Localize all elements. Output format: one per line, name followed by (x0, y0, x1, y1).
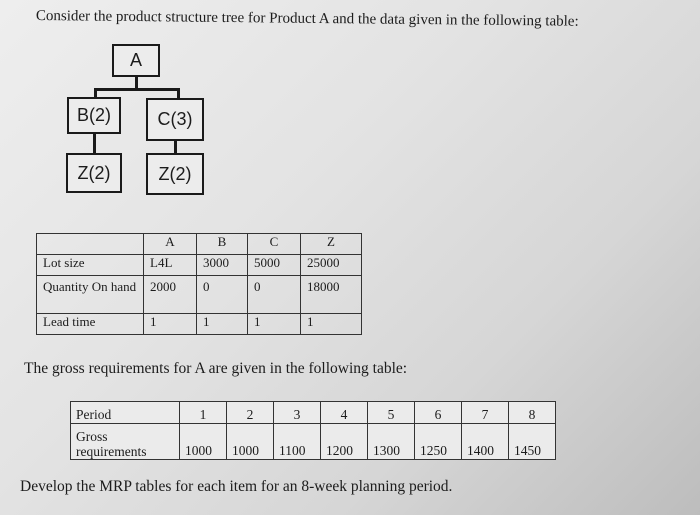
gross-row (71, 424, 556, 460)
gross-cell: 1000 (180, 424, 227, 460)
gross-cell: 1450 (509, 424, 556, 460)
tree-node-a: A (112, 44, 160, 77)
table-cell: 1 (144, 314, 197, 335)
period-cell: 2 (227, 402, 274, 424)
table-cell: 1 (301, 314, 362, 335)
tree-connector (94, 88, 180, 91)
table-header-cell (37, 234, 144, 255)
table-row (37, 276, 362, 314)
table-header-cell: B (197, 234, 248, 255)
problem-title: Consider the product structure tree for Product A and the data given in the following table: (35, 8, 579, 30)
gross-requirements-intro: The gross requirements for A are given in the following table: (24, 360, 408, 377)
table-cell: L4L (144, 255, 197, 276)
table-cell: 1 (197, 314, 248, 335)
instruction-text: Develop the MRP tables for each item for an 8-week planning period. (20, 478, 453, 495)
tree-node-z-under-b: Z(2) (66, 153, 122, 193)
gross-cell: 1000 (227, 424, 274, 460)
table-cell: 18000 (301, 276, 362, 314)
row-label: Lot size (37, 255, 144, 276)
period-cell: 5 (368, 402, 415, 424)
gross-cell: 1100 (274, 424, 321, 460)
table-header-cell: C (248, 234, 301, 255)
period-cell: 4 (321, 402, 368, 424)
table-header-cell: A (144, 234, 197, 255)
gross-cell: 1250 (415, 424, 462, 460)
tree-connector (174, 141, 177, 153)
gross-requirements-table (70, 401, 556, 460)
tree-connector (93, 134, 96, 153)
table-row (37, 255, 362, 276)
table-cell: 25000 (301, 255, 362, 276)
period-cell: 6 (415, 402, 462, 424)
gross-cell: 1300 (368, 424, 415, 460)
table-row (37, 314, 362, 335)
table-cell: 3000 (197, 255, 248, 276)
tree-node-b: B(2) (67, 97, 121, 134)
period-cell: 1 (180, 402, 227, 424)
tree-node-z-under-c: Z(2) (146, 153, 204, 195)
table-cell: 0 (248, 276, 301, 314)
period-cell: 7 (462, 402, 509, 424)
period-row (71, 402, 556, 424)
table-cell: 1 (248, 314, 301, 335)
period-cell: 3 (274, 402, 321, 424)
period-cell: 8 (509, 402, 556, 424)
tree-node-c: C(3) (146, 98, 204, 141)
gross-cell: 1200 (321, 424, 368, 460)
table-cell: 0 (197, 276, 248, 314)
row-label: Period (71, 402, 180, 424)
table-header-row (37, 234, 362, 255)
table-cell: 5000 (248, 255, 301, 276)
table-cell: 2000 (144, 276, 197, 314)
row-label: Lead time (37, 314, 144, 335)
tree-connector (177, 88, 180, 98)
item-data-table (36, 233, 362, 335)
row-label: Gross requirements (71, 424, 180, 460)
row-label: Quantity On hand (37, 276, 144, 314)
table-header-cell: Z (301, 234, 362, 255)
gross-cell: 1400 (462, 424, 509, 460)
